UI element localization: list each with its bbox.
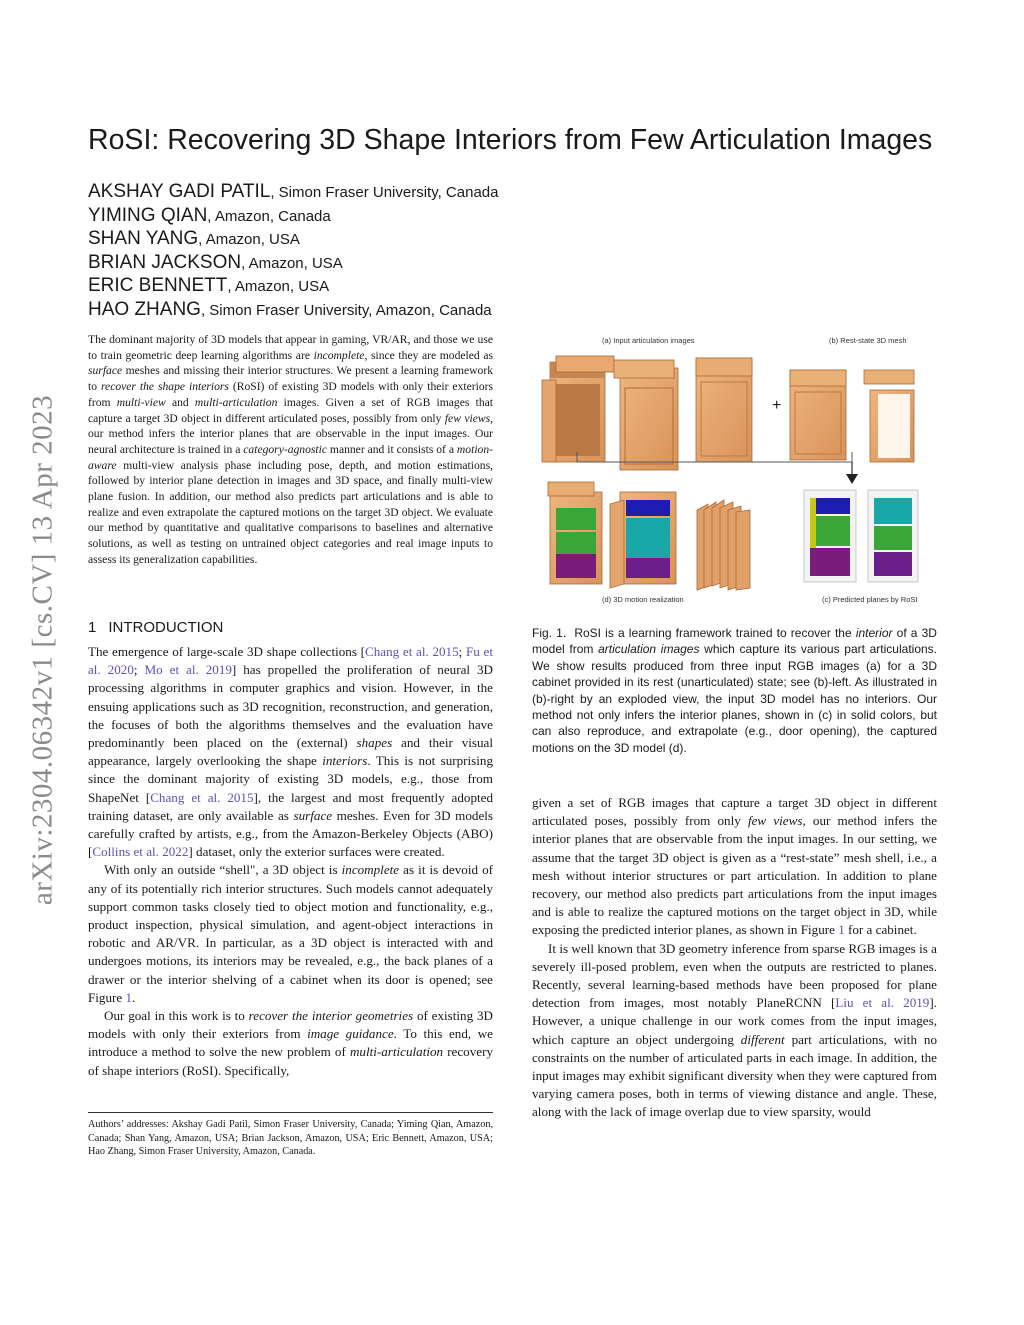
motion-realization-1 <box>548 482 602 584</box>
author-name: SHAN YANG <box>88 228 199 249</box>
paragraph: The emergence of large-scale 3D shape collections [Chang et al. 2015; Fu et al. 2020; Mo et al. 2019] has propelled the proliferation of neural 3D processing algorithms in computer graphics and vision. However, in the ensuing applications such as 3D recognition, reconstruction, and generation, the focuses of both the algorithms themselves and the evaluation have predominantly been placed on the (external) shapes and their visual appearance, largely overlooking the shape interiors. This is not surprising since the dominant majority of existing 3D models, e.g., those from ShapeNet [Chang et al. 2015], the largest and most frequently adopted training dataset, are only available as surface meshes. Even for 3D models carefully crafted by artists, e.g., from the Amazon-Berkeley Objects (ABO) [Collins et al. 2022] dataset, only the exterior surfaces were created. <box>88 644 494 860</box>
author-name: YIMING QIAN <box>88 204 208 226</box>
author-affiliation: Amazon, Canada <box>214 207 331 225</box>
motion-realization-2 <box>610 492 676 588</box>
author-entry: ERIC BENNETT, Amazon, USA <box>88 275 330 296</box>
citation-link[interactable]: Fu et al. 2020 <box>88 644 493 678</box>
author-name: ERIC BENNETT <box>88 275 228 296</box>
citation-link[interactable]: Chang et al. 2015 <box>365 644 459 659</box>
paragraph: Our goal in this work is to recover the interior geometries of existing 3D models with only their exteriors from image guidance. To this end, we introduce a method to solve the new problem of multi-articulation recovery of shape interiors (RoSI). Specifically, <box>88 1008 493 1078</box>
arxiv-stamp: arXiv:2304.06342v1 [cs.CV] 13 Apr 2023 <box>26 394 59 906</box>
input-image-2 <box>614 360 678 470</box>
author-entry: BRIAN JACKSON, Amazon, USA <box>88 251 343 273</box>
section-title: INTRODUCTION <box>108 619 224 636</box>
author-affiliation: Amazon, USA <box>234 278 330 295</box>
figure-illustration <box>532 332 937 612</box>
author-entry: YIMING QIAN, Amazon, Canada <box>88 204 331 226</box>
citation-link[interactable]: Collins et al. 2022 <box>92 844 189 860</box>
author-entry: SHAN YANG, Amazon, USA <box>88 228 300 249</box>
right-column-body <box>532 794 937 1122</box>
paragraph: given a set of RGB images that capture a target 3D object in different articulated poses, possibly from only few views, our method infers the interior planes that are observable from the input images. In our setting, we assume that the target 3D object is given as a “rest-state” mesh shell, i.e., a mesh without interior structures or part articulation. In addition to plane recovery, our method also predicts part articulations from the input images and is able to realize the captured motions on the target object in 3D, while exposing the predicted interior planes, as shown in Figure 1 for a cabinet. <box>532 795 938 938</box>
figure-label-a: (a) Input articulation images <box>602 336 695 345</box>
section-number: 1 <box>88 619 97 636</box>
author-address-footnote: Authors’ addresses: Akshay Gadi Patil, Simon Fraser University, Canada; Yiming Qian, Amazon, Canada; Shan Yang, Amazon, USA; Brian Jackson, Amazon, USA; Eric Bennett, Amazon, USA; Hao Zhang, Simon Fraser University, Amazon, Canada. <box>88 1119 493 1157</box>
author-entry: AKSHAY GADI PATIL, Simon Fraser University, Canada <box>88 181 499 202</box>
author-name: AKSHAY GADI PATIL <box>88 181 271 202</box>
abstract: The dominant majority of 3D models that appear in gaming, VR/AR, and those we use to train geometric deep learning algorithms are incomplete, since they are modeled as surface meshes and missing their interior structures. We present a learning framework to recover the shape interiors (RoSI) of existing 3D models with only their exteriors from multi-view and multi-articulation images. Given a set of RGB images that capture a target 3D object in different articulated poses, possibly from only few views, our method infers the interior planes that are observable in the input images. Our neural architecture is trained in a category-agnostic manner and it consists of a motion-aware multi-view analysis phase including pose, depth, and motion estimations, followed by interior plane detection in images and 3D space, and finally multi-view plane fusion. In addition, our method also predicts part articulations and is able to realize and even extrapolate the captured motions on the target 3D object. We evaluate our method by quantitative and qualitative comparisons to baselines and alternative solutions, as well as testing on untrained object categories and real image inputs to assess its generalization capabilities. <box>88 333 493 566</box>
arrow-head <box>846 474 858 484</box>
section-heading <box>88 619 493 636</box>
author-entry: HAO ZHANG, Simon Fraser University, Amazon, Canada <box>88 298 492 320</box>
author-list <box>88 180 688 321</box>
figure-label-b: (b) Rest-state 3D mesh <box>829 336 907 345</box>
figure-ref-link[interactable]: 1 <box>125 989 133 1005</box>
figure-1 <box>532 332 937 612</box>
figure-label-c: (c) Predicted planes by RoSI <box>822 595 918 604</box>
citation-link[interactable]: Mo et al. 2019 <box>144 662 232 678</box>
input-image-3 <box>696 358 752 462</box>
citation-link[interactable]: Liu et al. 2019 <box>835 995 930 1011</box>
predicted-planes-1 <box>804 490 856 582</box>
predicted-planes-2 <box>868 490 918 582</box>
figure-ref-link[interactable]: 1 <box>838 922 845 938</box>
figure-caption: Fig. 1. RoSI is a learning framework trained to recover the interior of a 3D model from articulation images which capture its various part articulations. We show results produced from three input RGB images (a) for a 3D cabinet provided in its rest (unarticulated) state; see (b)-left. As illustrated in (b)-right by an exploded view, the input 3D model has no interiors. Our method not only infers the interior planes, shown in (c) in solid colors, but can also reproduce, and extrapolate (e.g., door opening), the captured motions on the 3D model (d). <box>532 626 937 755</box>
paper-title: RoSI: Recovering 3D Shape Interiors from Few Articulation Images <box>88 124 933 156</box>
left-column-body <box>88 643 493 1080</box>
plus-sign: + <box>772 397 782 414</box>
author-affiliation: Amazon, USA <box>248 254 343 272</box>
figure-label-d: (d) 3D motion realization <box>602 595 684 604</box>
exploded-view <box>864 370 914 462</box>
author-name: BRIAN JACKSON <box>88 251 242 273</box>
paragraph: It is well known that 3D geometry inference from sparse RGB images is a severely ill-posed problem, even when the outputs are restricted to planes. Recently, several learning-based methods have been proposed for plane detection from images, most notably PlaneRCNN [Liu et al. 2019]. However, a unique challenge in our work comes from the input images, which capture an object undergoing different part articulations, with no constraints on the number of articulated parts in each image. In addition, the input images may exhibit significant diversity when they were captured from varying camera poses, both in terms of viewing distance and angle. These, along with the lack of image overlap due to view sparsity, would <box>532 940 937 1120</box>
rest-state-mesh <box>790 370 846 460</box>
figure-caption-label: Fig. 1. <box>532 626 567 640</box>
author-affiliation: Simon Fraser University, Amazon, Canada <box>209 301 492 319</box>
author-name: HAO ZHANG <box>88 298 201 320</box>
footnote-rule <box>88 1112 493 1113</box>
paragraph: With only an outside “shell", a 3D object is incomplete as it is devoid of any of its potentially rich interior structures. Such models cannot adequately support common tasks closely tied to object motion and functionality, e.g., product inspection, physical simulation, and agent-object interactions in robotic and AR/VR. In particular, as a 3D object is interacted with and undergoes motions, its interiors may be revealed, e.g., the back planes of a drawer or the interior shelving of a cabinet when its door is opened; see Figure 1. <box>88 862 494 1005</box>
author-affiliation: Simon Fraser University, Canada <box>278 184 499 201</box>
motion-realization-3 <box>697 500 750 590</box>
input-image-1 <box>542 356 614 462</box>
citation-link[interactable]: Chang et al. 2015 <box>150 789 254 805</box>
author-affiliation: Amazon, USA <box>205 231 300 248</box>
